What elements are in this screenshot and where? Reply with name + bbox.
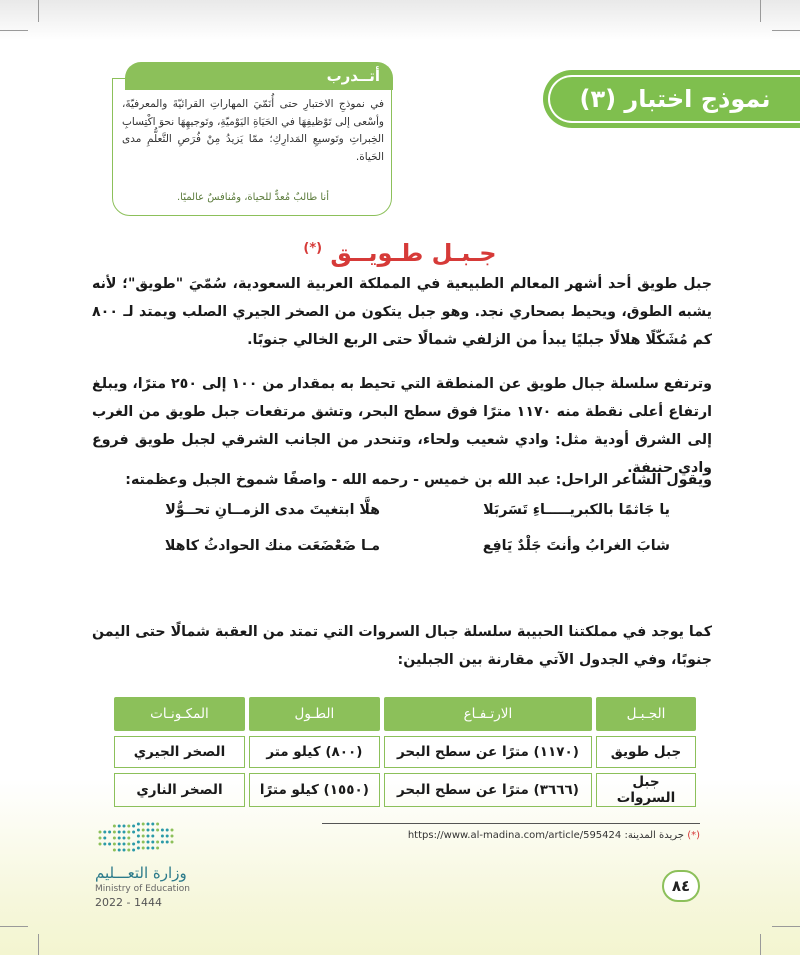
paragraph-3: ويقول الشاعر الراحل: عبد الله بن خميس - رحمه الله - واصفًا شموخ الجبل وعظمته: [125, 472, 712, 488]
column-header-length: الطـول [249, 697, 380, 731]
ministry-name-english: Ministry of Education [95, 884, 190, 894]
ministry-name-arabic: وزارة التعـــليم [95, 864, 187, 882]
table-row [114, 773, 696, 807]
footnote-source: جريدة المدينة: [624, 830, 684, 841]
table-header-row [114, 697, 696, 731]
paragraph-1: جبل طويق أحد أشهر المعالم الطبيعية في المملكة العربية السعودية، سُمّيَ "طويق"؛ لأنه يشبه الطوق، ويحيط بصحاري نجد. وهو جبل يتكون من الصخر الجيري الصلب ويمتد لـ ٨٠٠ كم مُشَكّلًا هلالًا جبليًا يبدأ من الزلفي شمالًا حتى الربع الخالي جنوبًا. [92, 276, 712, 348]
paragraph-2: وترتفع سلسلة جبال طويق عن المنطقة التي تحيط به بمقدار من ١٠٠ إلى ٢٥٠ مترًا، ويبلغ ارتفاع أعلى نقطة منه ١١٧٠ مترًا فوق سطح البحر، وتشق مرتفعات جبل طويق من الغرب إلى الشرق أودية مثل: وادي شعيب ولحاء، وتنحدر من الجانب الشرقي لجبل طويق فروع وادي حنيفة. [92, 376, 712, 476]
crop-mark [0, 30, 28, 31]
poem-verse-2-left: مـا ضَعْضَعَت منك الحوادثُ كاهلا [164, 538, 380, 554]
table-row [114, 736, 696, 768]
table-cell: (٣٦٦٦) مترًا عن سطح البحر [384, 773, 592, 807]
edition-year: 2022 - 1444 [95, 896, 162, 909]
comparison-table [110, 692, 700, 812]
column-header-mountain: الجـبـل [596, 697, 696, 731]
crop-mark [0, 926, 28, 927]
ministry-logo-icon [96, 820, 176, 862]
column-header-height: الارتـفـاع [384, 697, 592, 731]
footnote [322, 830, 700, 841]
table-cell: (١٥٥٠) كيلو مترًا [249, 773, 380, 807]
footnote-divider [322, 823, 700, 824]
table-cell: الصخر الجيري [114, 736, 245, 768]
practice-box-text: في نموذجِ الاختبارِ حتى أُنَمّيَ المهاراتِ القرائيّةَ والمعرفيّةَ، وأسْعى إلى تَوْظيفِهَا في الحَيَاةِ اليَوْميّةِ، وتَوجيهِهَا نحوَ اكْتِسابِ الخِبراتِ وتَوسيعِ المَدارِكِ؛ ممّا يَزيدُ مِنْ فُرَصِ التَّعلُّمِ مدى الحَياة. [122, 98, 384, 163]
table-cell: جبل طويق [596, 736, 696, 768]
table-cell: (١١٧٠) مترًا عن سطح البحر [384, 736, 592, 768]
paragraph-4: كما يوجد في مملكتنا الحبيبة سلسلة جبال السروات التي تمتد من العقبة شمالًا حتى اليمن جنوبًا، وفي الجدول الآتي مقارنة بين الجبلين: [92, 624, 712, 668]
crop-mark [38, 0, 39, 22]
poem-verse-2-right: شابَ الغرابُ وأنتَ جَلْدٌ يَافِع [482, 538, 670, 554]
page-title: نموذج اختبار (٣) [579, 85, 771, 113]
column-header-components: المكـونـات [114, 697, 245, 731]
poem-verse-1-right: يا جَاثمًا بالكبريـــــاءِ تَسَربَلا [483, 502, 670, 518]
footnote-url[interactable]: https://www.al-madina.com/article/595424 [407, 830, 622, 841]
crop-mark [772, 926, 800, 927]
poem-verse-1-left: هلَّا ابتغيتَ مدى الزمــانِ تحــوُّلا [165, 502, 380, 518]
article-title [250, 232, 550, 266]
crop-mark [760, 0, 761, 22]
table-cell: جبل السروات [596, 773, 696, 807]
footnote-mark: (*) [687, 830, 700, 841]
practice-box-title: أتــدرب [326, 67, 380, 85]
article-title-text: جـبـل طـويــق [330, 239, 497, 267]
table-cell: (٨٠٠) كيلو متر [249, 736, 380, 768]
table-cell: الصخر الناري [114, 773, 245, 807]
crop-mark [772, 30, 800, 31]
crop-mark [760, 934, 761, 955]
crop-mark [38, 934, 39, 955]
footnote-marker: (*) [303, 241, 323, 256]
practice-box-slogan: أنا طالبٌ مُعدٌّ للحياة، ومُنافسٌ عالميًا. [176, 192, 329, 203]
page-number: ٨٤ [662, 870, 700, 902]
